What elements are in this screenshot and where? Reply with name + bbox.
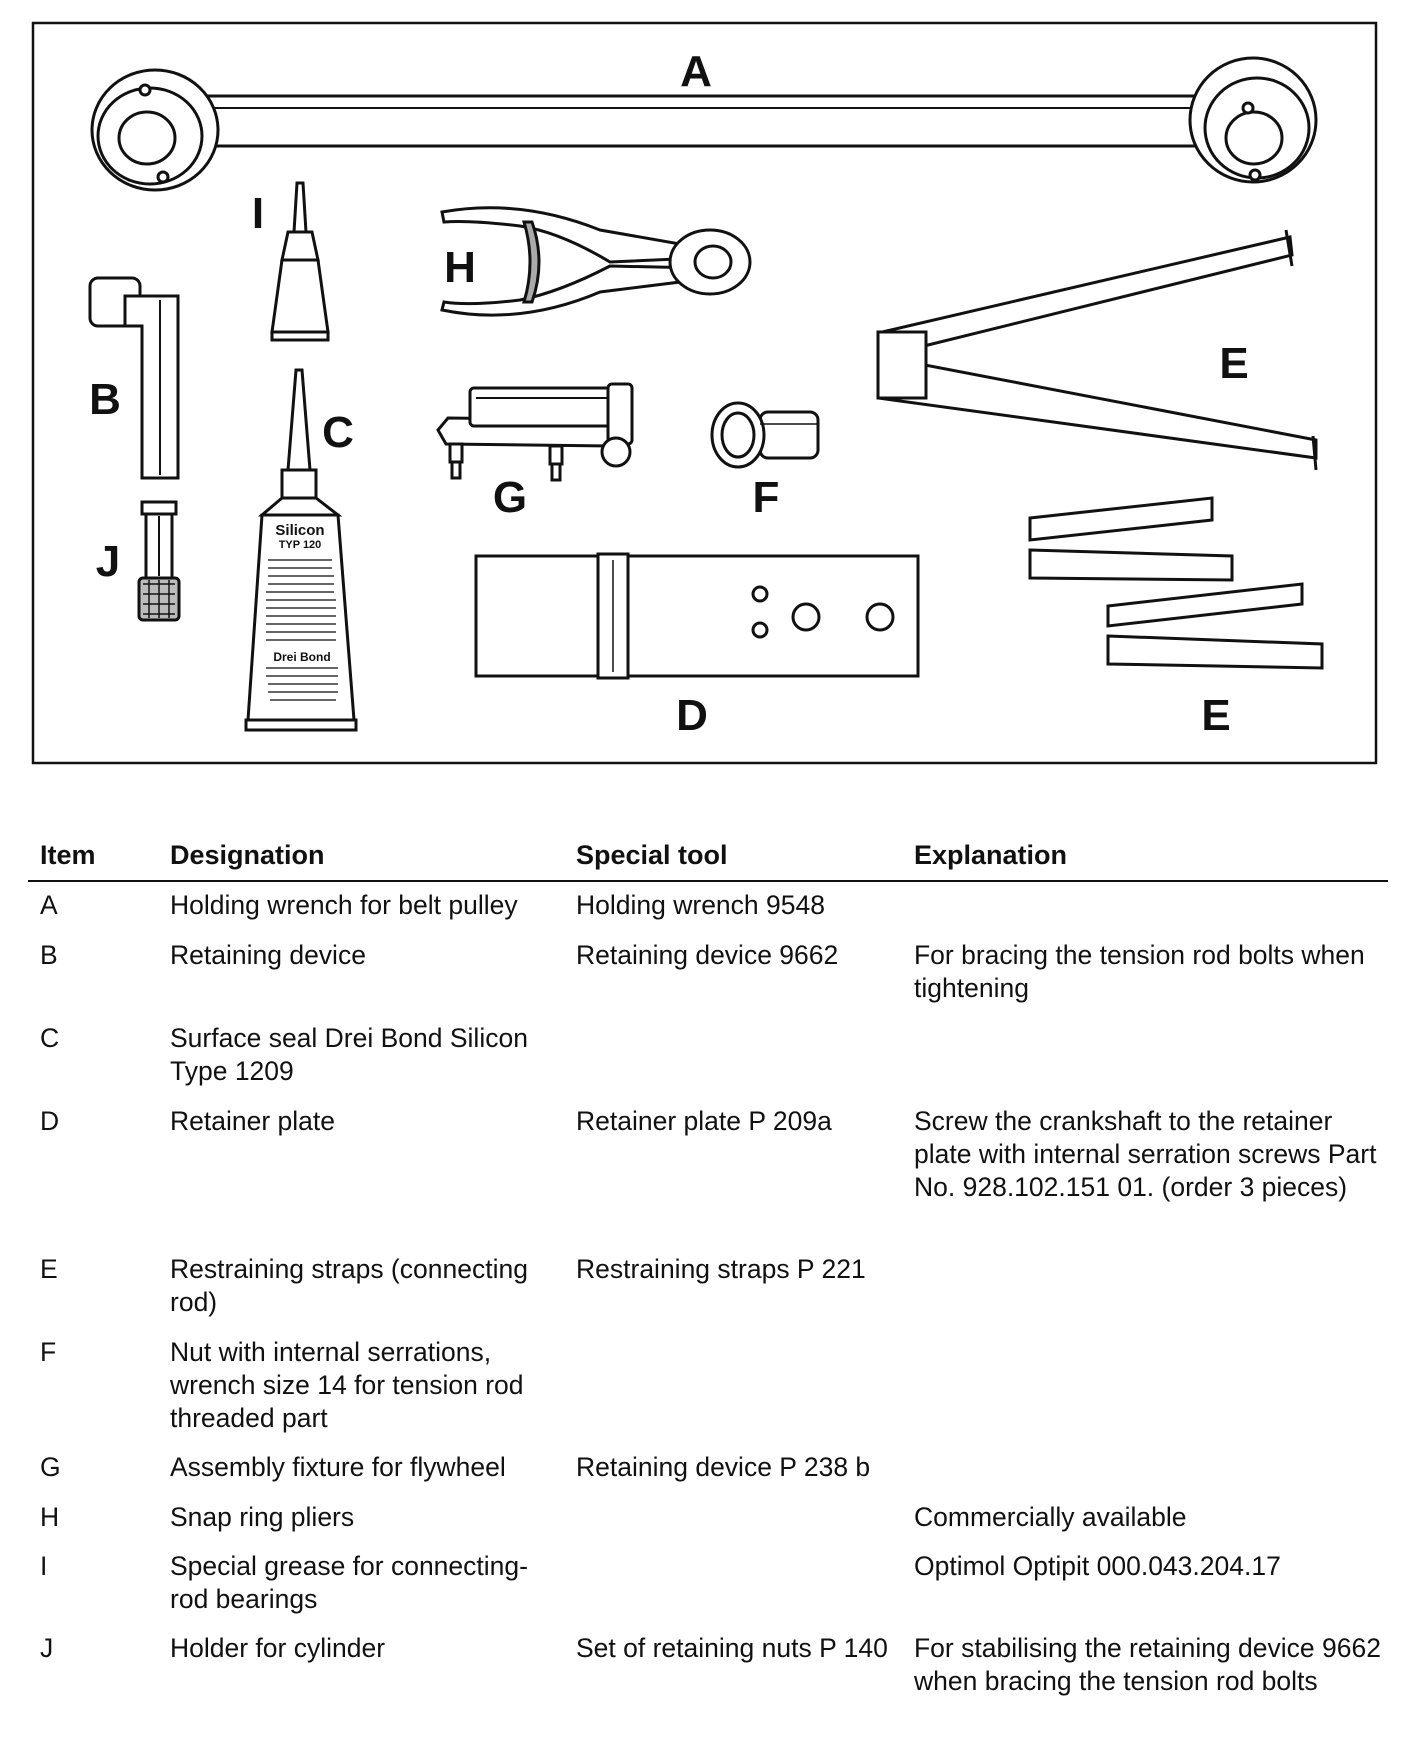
cell-special-tool: Holding wrench 9548 xyxy=(576,890,825,920)
cell-special-tool xyxy=(576,1501,914,1534)
cell-explanation: For stabilising the retaining device 9662 when bracing the tension rod bolts xyxy=(914,1633,1381,1696)
table-row xyxy=(28,1632,1388,1698)
cell-item: I xyxy=(40,1551,48,1581)
cell-item: J xyxy=(40,1633,54,1663)
cell-item: D xyxy=(40,1106,60,1136)
cell-item: G xyxy=(40,1452,61,1482)
table-row xyxy=(28,889,1388,922)
cylinder-holder-drawing xyxy=(139,502,179,620)
cell-explanation: Commercially available xyxy=(914,1502,1187,1532)
serration-nut-drawing xyxy=(712,403,818,467)
cell-explanation xyxy=(914,1022,1388,1088)
restraining-strap-short-drawing xyxy=(1030,498,1322,668)
cell-special-tool: Retaining device 9662 xyxy=(576,940,839,970)
cell-special-tool: Restraining straps P 221 xyxy=(576,1254,866,1284)
tube-maker-text: Drei Bond xyxy=(273,650,331,664)
cell-special-tool: Retainer plate P 209a xyxy=(576,1106,832,1136)
tube-type-text: TYP 120 xyxy=(278,539,322,551)
cell-special-tool xyxy=(576,1022,914,1088)
cell-designation: Nut with internal serrations, wrench size 14 for tension rod threaded part xyxy=(170,1337,524,1433)
label-e-lower: E xyxy=(1201,691,1231,740)
cell-designation: Retaining device xyxy=(170,940,366,970)
header-special-tool: Special tool xyxy=(576,840,728,870)
label-c: C xyxy=(322,408,354,457)
snap-ring-pliers-drawing xyxy=(442,208,750,315)
table-row xyxy=(28,1022,1388,1088)
cell-explanation: Screw the crankshaft to the retainer plate with internal serration screws Part No. 928.102.151 01. (order 3 pieces) xyxy=(914,1106,1377,1202)
label-i: I xyxy=(251,189,265,238)
tools-illustration xyxy=(0,0,1408,780)
tube-brand-text: Silicon xyxy=(275,522,325,539)
cell-special-tool xyxy=(576,1336,914,1435)
label-d: D xyxy=(676,691,708,740)
cell-special-tool: Set of retaining nuts P 140 xyxy=(576,1633,888,1663)
label-f: F xyxy=(752,473,780,522)
cell-special-tool xyxy=(576,1550,914,1616)
cell-designation: Assembly fixture for flywheel xyxy=(170,1452,506,1482)
cell-designation: Retainer plate xyxy=(170,1106,335,1136)
cell-explanation: For bracing the tension rod bolts when tightening xyxy=(914,940,1365,1003)
table-header xyxy=(28,833,1388,882)
cell-item: F xyxy=(40,1337,57,1367)
label-j: J xyxy=(95,537,121,586)
cell-explanation xyxy=(914,889,1388,922)
header-item: Item xyxy=(40,840,96,870)
label-a: A xyxy=(680,47,712,96)
label-h: H xyxy=(444,243,476,292)
cell-explanation xyxy=(914,1253,1388,1319)
table-row xyxy=(28,1253,1388,1319)
tools-table xyxy=(28,833,1388,1696)
cell-explanation xyxy=(914,1336,1388,1435)
cell-explanation xyxy=(914,1451,1388,1484)
cell-item: H xyxy=(40,1502,60,1532)
label-e-upper: E xyxy=(1219,339,1249,388)
cell-designation: Restraining straps (connecting rod) xyxy=(170,1254,528,1317)
header-designation: Designation xyxy=(170,840,325,870)
label-g: G xyxy=(492,473,528,522)
cell-explanation: Optimol Optipit 000.043.204.17 xyxy=(914,1551,1281,1581)
cell-designation: Surface seal Drei Bond Silicon Type 1209 xyxy=(170,1023,528,1086)
retainer-plate-drawing xyxy=(476,554,918,678)
cell-item: E xyxy=(40,1254,58,1284)
grease-tube-drawing xyxy=(272,183,328,340)
cell-designation: Special grease for connecting-rod bearings xyxy=(170,1551,528,1614)
label-b: B xyxy=(89,375,121,424)
assembly-fixture-drawing xyxy=(438,384,632,480)
cell-item: B xyxy=(40,940,58,970)
restraining-strap-long-drawing xyxy=(878,230,1316,470)
table-row xyxy=(28,1105,1388,1204)
cell-designation: Holder for cylinder xyxy=(170,1633,386,1663)
cell-designation: Holding wrench for belt pulley xyxy=(170,890,518,920)
table-row xyxy=(28,939,1388,1005)
cell-special-tool: Retaining device P 238 b xyxy=(576,1452,871,1482)
table-row xyxy=(28,1501,1388,1534)
cell-designation: Snap ring pliers xyxy=(170,1502,355,1532)
cell-item: C xyxy=(40,1023,60,1053)
cell-item: A xyxy=(40,890,58,920)
table-row xyxy=(28,1550,1388,1616)
header-explanation: Explanation xyxy=(914,840,1068,870)
table-row xyxy=(28,1336,1388,1435)
table-row xyxy=(28,1451,1388,1484)
